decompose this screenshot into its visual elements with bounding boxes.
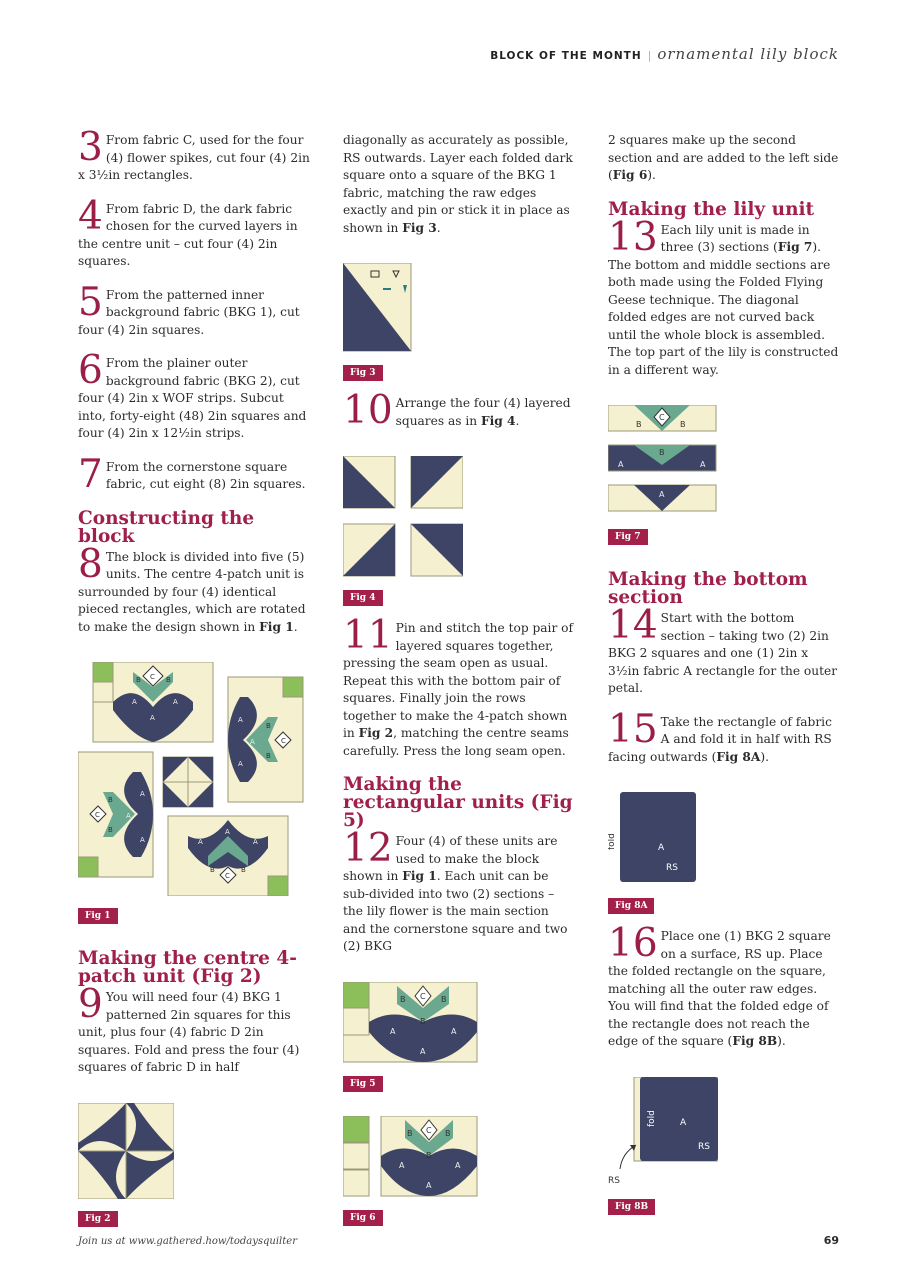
label-b: B	[400, 994, 406, 1004]
heading-bottom-section: Making the bottom section	[608, 569, 808, 608]
heading-constructing: Constructing the block	[78, 507, 255, 547]
heading-rectangular-units: Making the rectangular units (Fig 5)	[343, 774, 573, 831]
section-name: BLOCK OF THE MONTH	[490, 50, 642, 62]
label-b: B	[108, 826, 113, 834]
label-c: C	[420, 991, 426, 1001]
figure-8a-folded-rectangle	[608, 792, 700, 886]
fig1-unit-top	[93, 662, 213, 742]
label-a: A	[420, 1046, 426, 1056]
label-a: A	[198, 838, 203, 846]
label-c: C	[426, 1125, 432, 1135]
page-number: 69	[823, 1234, 839, 1247]
label-b: B	[680, 420, 686, 429]
label-a: A	[680, 1117, 687, 1128]
fig-6-label: Fig 6	[343, 1210, 383, 1226]
label-rs: RS	[698, 1141, 710, 1152]
label-b: B	[441, 994, 447, 1004]
label-b: B	[266, 722, 271, 730]
label-a: A	[455, 1160, 461, 1170]
step-7: 7 From the cornerstone square fabric, cut eight (8) 2in squares.	[78, 451, 306, 497]
fig-8a-label: Fig 8A	[608, 898, 654, 914]
step-13: 13 Each lily unit is made in three (3) sections (Fig 7). The bottom and middle sections are both made using the Folded Flying Geese technique. The diagonal folded edges are not curved back until the whole block is assembled. The top part of the lily is constructed in a different way.	[608, 214, 839, 377]
label-fold: fold	[608, 833, 617, 850]
header-separator: |	[647, 49, 652, 62]
fig-4-label: Fig 4	[343, 590, 383, 606]
fig1-unit-right	[228, 677, 303, 802]
fig-2-label: Fig 2	[78, 1211, 118, 1227]
fig-1-label: Fig 1	[78, 908, 118, 924]
label-b: B	[136, 676, 141, 684]
label-a: A	[426, 1180, 432, 1190]
step-9-continued: diagonally as accurately as possible, RS outwards. Layer each folded dark square onto a square of the BKG 1 fabric, matching the raw edges exactly and pin or stick it in place as shown in Fig 3.	[343, 133, 573, 235]
step-6: 6 From the plainer outer background fabric (BKG 2), cut four (4) 2in x WOF strips. Subcut into, forty-eight (48) 2in squares and four (4) 2in x 12½in strips.	[78, 348, 307, 440]
figure-7-lily-sections	[608, 405, 718, 517]
label-a: A	[173, 698, 178, 706]
figure-3-layered-square	[343, 263, 413, 353]
label-b: B	[445, 1128, 451, 1138]
label-a: A	[132, 698, 137, 706]
label-rs: RS	[608, 1175, 620, 1186]
fig1-unit-bottom	[168, 816, 288, 896]
step-14: 14 Start with the bottom section – taking two (2) 2in BKG 2 squares and one (1) 2in x 3½in fabric A rectangle for the outer petal.	[608, 603, 838, 695]
label-a: A	[238, 716, 243, 724]
label-a: A	[225, 828, 230, 836]
figure-6-exploded-unit	[343, 1116, 479, 1198]
step-3: 3 From fabric C, used for the four (4) flower spikes, cut four (4) 2in x 3½in rectangles.	[78, 125, 310, 182]
label-a: A	[399, 1160, 405, 1170]
heading-centre-unit: Making the centre 4-patch unit (Fig 2)	[78, 948, 297, 987]
fig1-unit-left	[78, 752, 153, 877]
label-a: A	[700, 460, 706, 469]
label-a: A	[253, 838, 258, 846]
label-c: C	[150, 673, 155, 681]
column-2	[343, 132, 575, 1240]
figure-1-block-diagram	[78, 662, 310, 896]
page-header	[490, 45, 839, 63]
fig-7-label: Fig 7	[608, 529, 648, 545]
fig-8b-label: Fig 8B	[608, 1199, 655, 1215]
step-5: 5 From the patterned inner background fabric (BKG 1), cut four (4) 2in squares.	[78, 279, 300, 337]
label-a: A	[659, 490, 665, 499]
step-9: 9 You will need four (4) BKG 1 patterned 2in squares for this unit, plus four (4) fabric D 2in squares. Fold and press the four (4) squares of fabric D in half	[78, 982, 300, 1074]
step-12: 12 Four (4) of these units are used to make the block shown in Fig 1. Each unit can be sub-divided into two (2) sections – the lily flower is the main section and the cornerstone square and two (2) BKG	[343, 826, 568, 953]
figure-4-arranged-squares	[343, 456, 463, 578]
step-11: 11 Pin and stitch the top pair of layered squares together, pressing the seam open as usual. Repeat this with the bottom pair of squares. Finally join the rows together to make the 4-patch shown in Fig 2, matching the centre seams carefully. Press the long seam open.	[343, 613, 574, 758]
step-16: 16 Place one (1) BKG 2 square on a surface, RS up. Place the folded rectangle on the square, matching all the outer raw edges. You will find that the folded edge of the rectangle does not reach the edge of the square (Fig 8B).	[608, 921, 831, 1048]
label-c: C	[95, 811, 100, 819]
figure-2-four-patch	[78, 1103, 174, 1199]
fig-3-label: Fig 3	[343, 365, 383, 381]
label-a: A	[618, 460, 624, 469]
label-b: B	[426, 1150, 432, 1160]
label-rs: RS	[666, 863, 678, 873]
label-b: B	[636, 420, 642, 429]
label-c: C	[659, 413, 665, 422]
figure-8b-rectangle-on-square	[608, 1077, 718, 1187]
label-b: B	[210, 866, 215, 874]
label-b: B	[241, 866, 246, 874]
label-a: A	[250, 738, 255, 746]
label-b: B	[659, 448, 665, 457]
step-10: 10 Arrange the four (4) layered squares as in Fig 4.	[343, 388, 571, 433]
label-a: A	[390, 1026, 396, 1036]
column-1	[78, 125, 310, 1241]
footer-website: Join us at www.gathered.how/todaysquilter	[78, 1236, 297, 1247]
label-b: B	[420, 1016, 426, 1026]
step-15: 15 Take the rectangle of fabric A and fold it in half with RS facing outwards (Fig 8A).	[608, 706, 832, 764]
label-c: C	[225, 872, 230, 880]
column-3	[608, 132, 840, 1229]
label-b: B	[166, 676, 171, 684]
step-12-continued: 2 squares make up the second section and are added to the left side (Fig 6).	[608, 133, 839, 182]
step-4: 4 From fabric D, the dark fabric chosen for the curved layers in the centre unit – cut four (4) 2in squares.	[78, 193, 298, 268]
article-title: ornamental lily block	[657, 45, 839, 63]
label-b: B	[108, 796, 113, 804]
label-fold: fold	[647, 1109, 657, 1127]
label-a: A	[150, 714, 155, 722]
label-b: B	[407, 1128, 413, 1138]
heading-lily-unit: Making the lily unit	[608, 198, 815, 220]
label-a: A	[451, 1026, 457, 1036]
label-a: A	[658, 843, 665, 853]
figure-5-rectangular-unit	[343, 982, 479, 1064]
label-a: A	[238, 760, 243, 768]
fig-5-label: Fig 5	[343, 1076, 383, 1092]
label-a: A	[140, 790, 145, 798]
label-b: B	[266, 752, 271, 760]
label-a: A	[126, 812, 131, 820]
label-c: C	[281, 737, 286, 745]
label-a: A	[140, 836, 145, 844]
fig1-centre-4patch	[163, 757, 213, 807]
step-8: 8 The block is divided into five (5) units. The centre 4-patch unit is surrounded by four (4) identical pieced rectangles, which are rotated to make the design shown in Fig 1.	[78, 541, 306, 634]
